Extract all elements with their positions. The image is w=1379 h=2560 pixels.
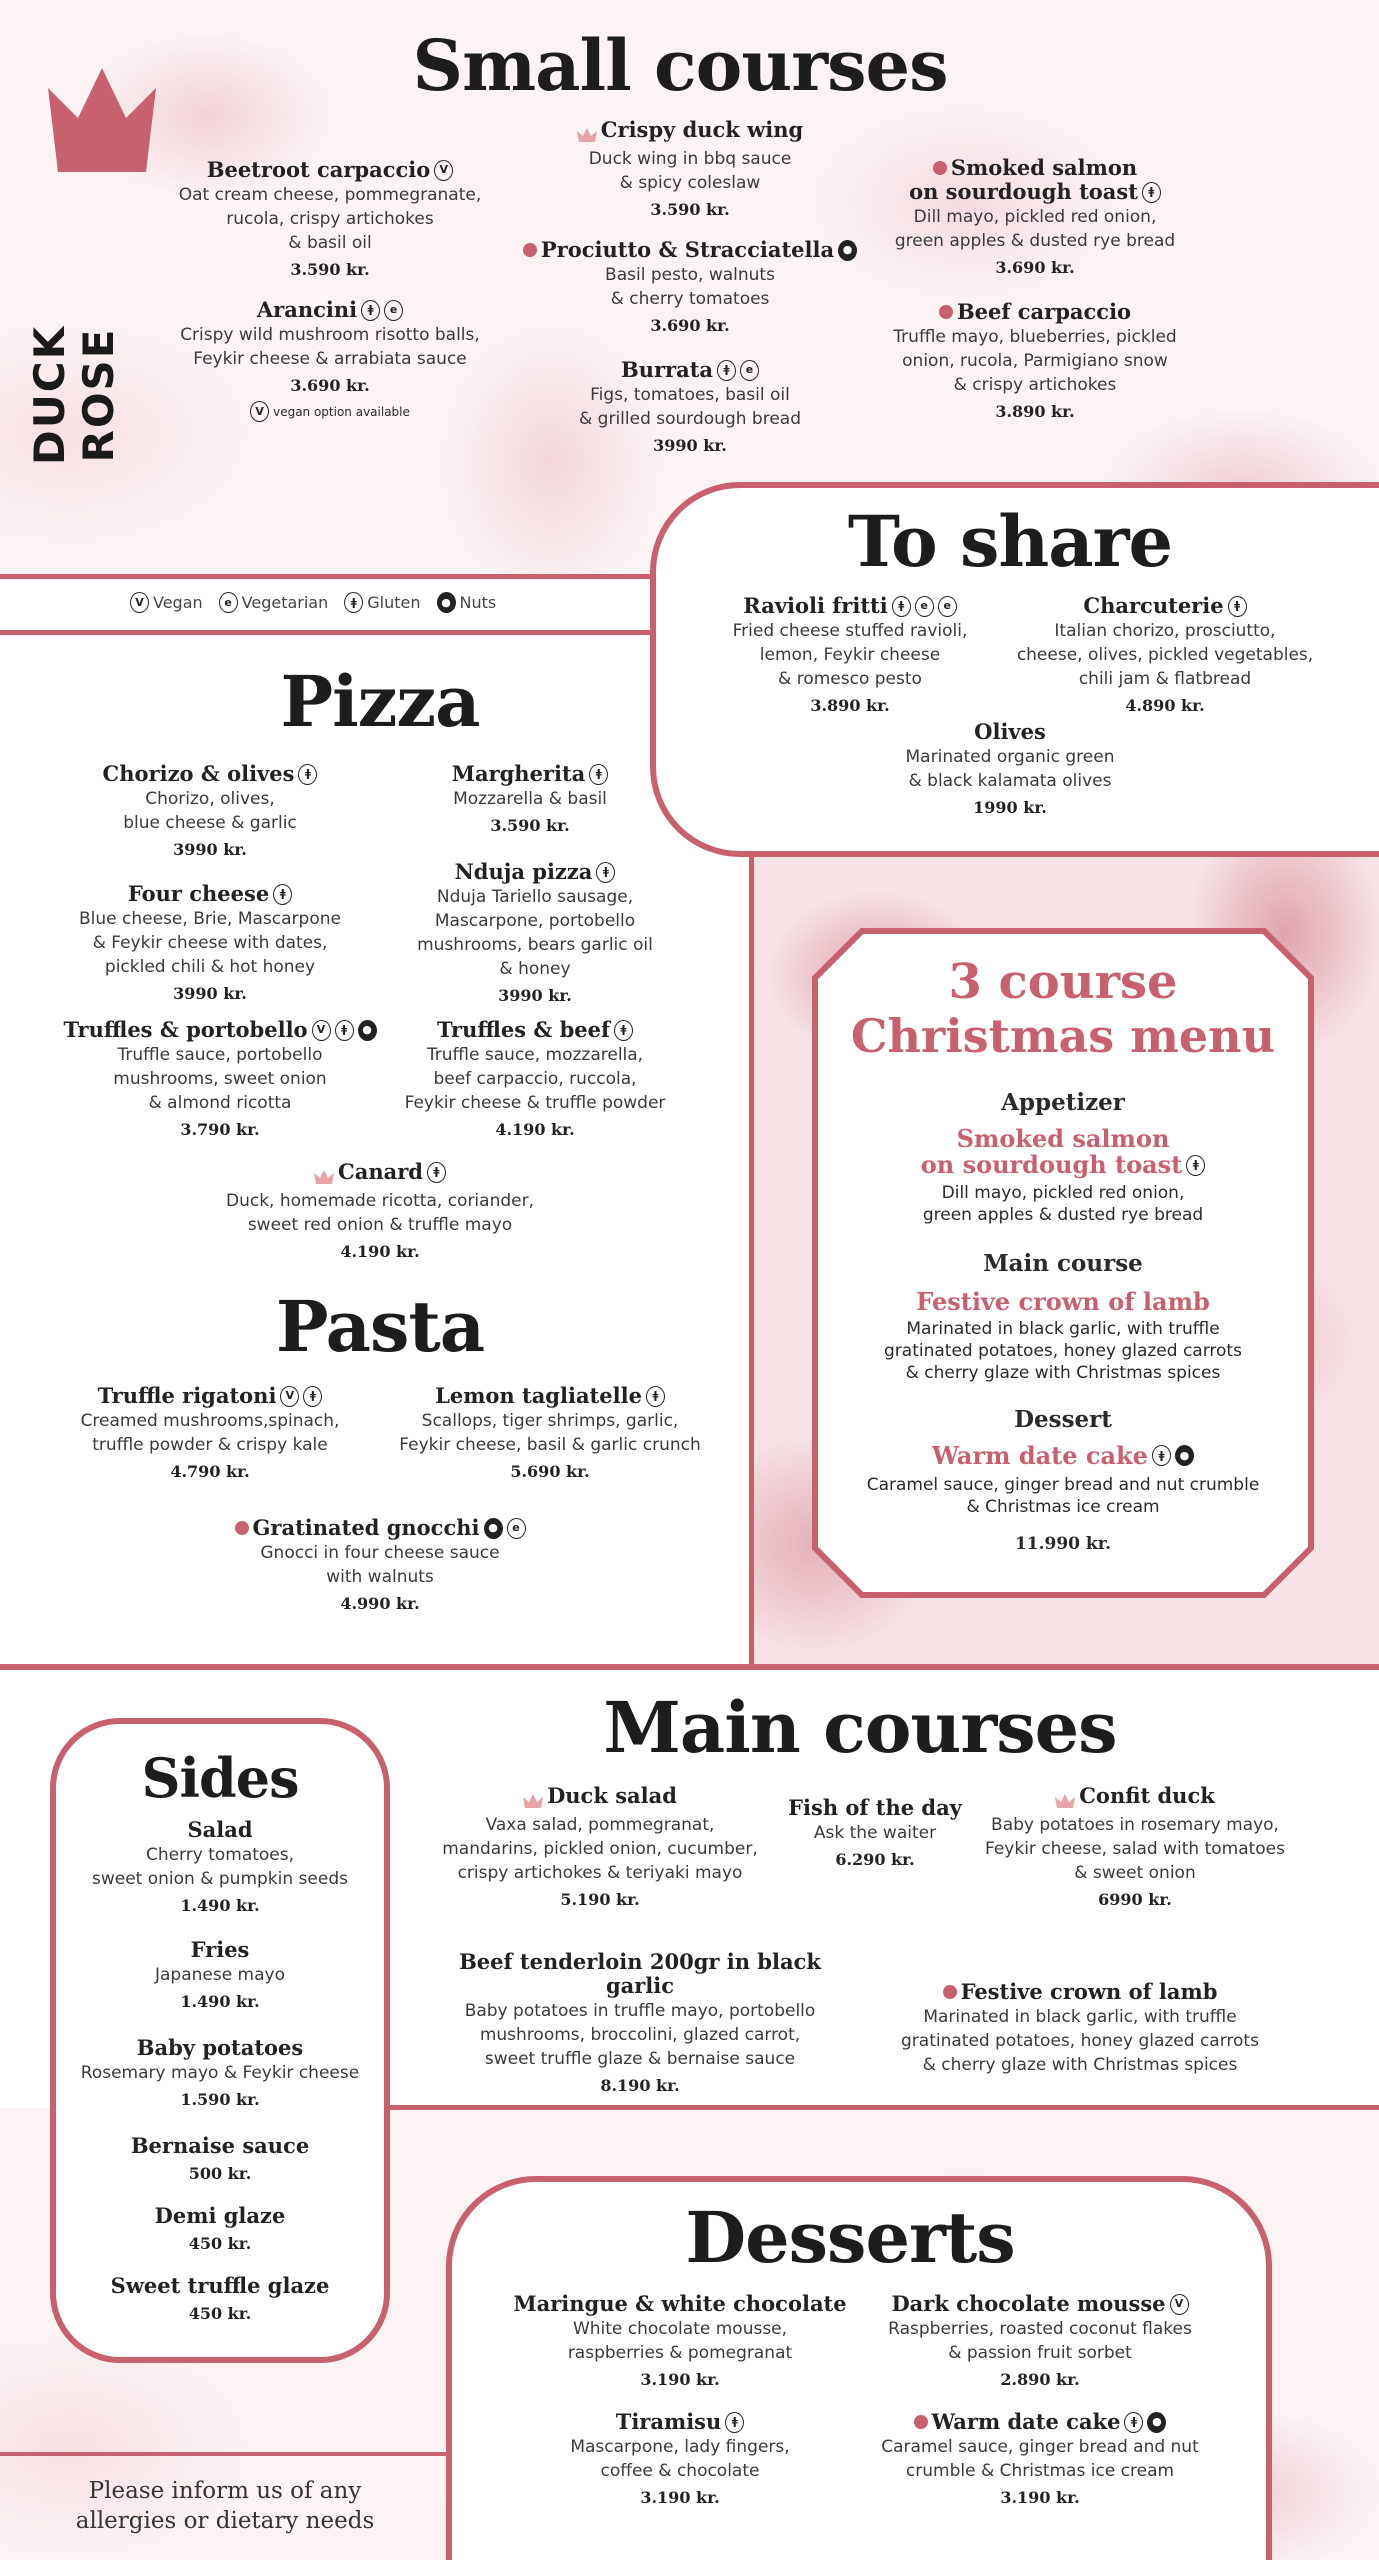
nuts-icon: ● [437, 592, 456, 613]
vegetarian-icon: e [507, 1518, 526, 1539]
divider-legend-bottom [0, 630, 752, 635]
gluten-icon: ǂ [725, 2412, 744, 2433]
divider-main-bottom [390, 2105, 1379, 2110]
vegetarian-icon: e [938, 596, 957, 617]
gluten-icon: ǂ [1124, 2412, 1143, 2433]
christmas-special-icon [943, 1985, 957, 1999]
crown-logo-icon [48, 68, 156, 172]
gluten-icon: ǂ [614, 1020, 633, 1041]
menu-item: Warm date cake ǂ ● Caramel sauce, ginger bread and nut crumble & Christmas ice cream 3.190 kr. [881, 2409, 1199, 2508]
christmas-price: 11.990 kr. [1014, 1534, 1112, 1554]
gluten-icon: ǂ [646, 1386, 665, 1407]
menu-item: Tiramisu ǂ Mascarpone, lady fingers, coffee & chocolate 3.190 kr. [570, 2409, 790, 2508]
gluten-icon: ǂ [596, 862, 615, 883]
gluten-icon: ǂ [1142, 182, 1161, 203]
dessert-name: Warm date cake [932, 1441, 1148, 1470]
divider-vertical-mid [749, 852, 754, 1667]
menu-item: Gratinated gnocchi ● e Gnocci in four cheese sauce with walnuts 4.990 kr. [200, 1516, 560, 1613]
duck-crown-icon [1055, 1789, 1075, 1803]
christmas-special-icon [914, 2415, 928, 2429]
vegan-icon: V [280, 1386, 299, 1407]
menu-item: Arancini ǂ e Crispy wild mushroom risotto balls, Feykir cheese & arrabiata sauce 3.690 kr. V vegan option available [160, 298, 500, 422]
nuts-icon: ● [838, 240, 857, 261]
menu-item: Ravioli fritti ǂ e e Fried cheese stuffed ravioli, lemon, Feykir cheese & romesco pesto 3.890 kr. [732, 593, 968, 716]
menu-item: Margherita ǂ Mozzarella & basil 3.590 kr. [451, 761, 607, 836]
menu-item: Duck salad Vaxa salad, pommegranat, mandarins, pickled onion, cucumber, crispy artichokes & teriyaki mayo 5.190 kr. [442, 1783, 758, 1910]
christmas-title-2: Christmas menu [850, 1009, 1276, 1063]
pasta-title: Pasta [275, 1285, 485, 1368]
gluten-icon: ǂ [892, 596, 911, 617]
vegetarian-icon: e [219, 592, 238, 613]
gluten-icon: ǂ [273, 884, 292, 905]
appetizer-name: Smoked salmon [956, 1124, 1170, 1153]
main-course-name: Festive crown of lamb [916, 1287, 1210, 1316]
main-course-label: Main course [983, 1250, 1143, 1277]
side-item: Bernaise sauce 500 kr. [130, 2133, 310, 2184]
nuts-icon: ● [1147, 2412, 1166, 2433]
divider-legend-top [0, 574, 660, 579]
menu-item: Truffle rigatoni V ǂ Creamed mushrooms,spinach, truffle powder & crispy kale 4.790 kr. [80, 1383, 340, 1482]
menu-item: Fish of the day Ask the waiter 6.290 kr. [788, 1795, 962, 1870]
vegetarian-icon: e [740, 360, 759, 381]
side-item: Sweet truffle glaze 450 kr. [110, 2273, 330, 2324]
allergen-legend: V Vegan e Vegetarian ǂ Gluten ● Nuts [130, 592, 570, 613]
menu-item: Beetroot carpaccio V Oat cream cheese, pommegranate, rucola, crispy artichokes & basil oil 3.590 kr. [160, 158, 500, 279]
divider-footer [0, 2452, 450, 2456]
gluten-icon: ǂ [303, 1386, 322, 1407]
side-item: Baby potatoes Rosemary mayo & Feykir cheese 1.590 kr. [80, 2035, 360, 2110]
christmas-menu: 3 course Christmas menu Appetizer Smoked salmon on sourdough toast ǂ Dill mayo, pickled red onion, green apples & dusted rye bread Main course Festive crown of lamb Marinated in black garlic, with truffle gratinated potatoes, honey glazed carrots & cherry glaze with Christmas spices Dessert Warm date cake ǂ ● Caramel sauce, ginger bread and nut crumble & Christmas ice cream 11.990 kr. [840, 955, 1286, 1554]
duck-crown-icon [314, 1165, 334, 1179]
item-name: Beetroot carpaccio [206, 157, 431, 182]
menu-item: Festive crown of lamb Marinated in black garlic, with truffle gratinated potatoes, honey glazed carrots & cherry glaze with Christmas spices [901, 1979, 1259, 2076]
vegan-icon: V [434, 160, 453, 181]
main-courses-title: Main courses [603, 1686, 1117, 1769]
menu-item: Crispy duck wing Duck wing in bbq sauce & spicy coleslaw 3.590 kr. [520, 118, 860, 219]
desserts-title: Desserts [685, 2196, 1015, 2279]
gluten-icon: ǂ [589, 764, 608, 785]
nuts-icon: ● [358, 1020, 377, 1041]
christmas-special-icon [933, 161, 947, 175]
menu-item: Nduja pizza ǂ Nduja Tariello sausage, Mascarpone, portobello mushrooms, bears garlic oil & honey 3990 kr. [417, 859, 653, 1006]
menu-item: Chorizo & olives ǂ Chorizo, olives, blue cheese & garlic 3990 kr. [60, 762, 360, 859]
vegan-icon: V [250, 401, 269, 422]
vegan-option-note: vegan option available [273, 404, 410, 419]
vegetarian-icon: e [915, 596, 934, 617]
brand-logo-text: DUCK ROSE [25, 324, 123, 466]
menu-item: Maringue & white chocolate White chocolate mousse, raspberries & pomegranat 3.190 kr. [513, 2291, 847, 2390]
christmas-title-1: 3 course [948, 954, 1178, 1010]
appetizer-label: Appetizer [1001, 1089, 1125, 1116]
nuts-icon: ● [484, 1518, 503, 1539]
gluten-icon: ǂ [1186, 1155, 1205, 1176]
menu-item: Olives Marinated organic green & black kalamata olives 1990 kr. [905, 719, 1115, 818]
menu-item: Truffles & beef ǂ Truffle sauce, mozzarella, beef carpaccio, ruccola, Feykir cheese & truffle powder 4.190 kr. [404, 1017, 666, 1140]
side-item: Demi glaze 450 kr. [154, 2203, 286, 2254]
small-courses-title: Small courses [412, 24, 948, 107]
gluten-icon: ǂ [427, 1162, 446, 1183]
pizza-title: Pizza [280, 660, 480, 743]
dessert-label: Dessert [1014, 1406, 1112, 1433]
vegetarian-icon: e [384, 300, 403, 321]
gluten-icon: ǂ [344, 592, 363, 613]
christmas-special-icon [939, 305, 953, 319]
gluten-icon: ǂ [335, 1020, 354, 1041]
nuts-icon: ● [1175, 1445, 1194, 1466]
menu-item: Confit duck Baby potatoes in rosemary mayo, Feykir cheese, salad with tomatoes & sweet onion 6990 kr. [985, 1783, 1285, 1910]
menu-item: Charcuterie ǂ Italian chorizo, prosciutto, cheese, olives, pickled vegetables, chili jam & flatbread 4.890 kr. [1016, 593, 1314, 716]
menu-item: Canard ǂ Duck, homemade ricotta, coriander, sweet red onion & truffle mayo 4.190 kr. [225, 1159, 534, 1262]
menu-item: Truffles & portobello V ǂ ● Truffle sauce, portobello mushrooms, sweet onion & almond ricotta 3.790 kr. [50, 1018, 390, 1139]
sides-title: Sides [141, 1746, 299, 1810]
menu-item: Beef carpaccio Truffle mayo, blueberries, pickled onion, rucola, Parmigiano snow & crispy artichokes 3.890 kr. [893, 299, 1177, 422]
menu-item: Four cheese ǂ Blue cheese, Brie, Mascarpone & Feykir cheese with dates, pickled chili & hot honey 3990 kr. [79, 881, 341, 1004]
gluten-icon: ǂ [1228, 596, 1247, 617]
vegan-icon: V [130, 592, 149, 613]
divider-main-top [0, 1664, 1379, 1670]
menu-item: Lemon tagliatelle ǂ Scallops, tiger shrimps, garlic, Feykir cheese, basil & garlic crunch 5.690 kr. [399, 1383, 701, 1482]
menu-item: Dark chocolate mousse V Raspberries, roasted coconut flakes & passion fruit sorbet 2.890 kr. [888, 2291, 1192, 2390]
gluten-icon: ǂ [361, 300, 380, 321]
menu-item: Burrata ǂ e Figs, tomatoes, basil oil & grilled sourdough bread 3990 kr. [579, 357, 801, 456]
menu-item: Smoked salmon on sourdough toast ǂ Dill mayo, pickled red onion, green apples & dusted rye bread 3.690 kr. [894, 155, 1176, 278]
allergy-notice: Please inform us of any allergies or dietary needs [75, 2478, 375, 2534]
vegan-icon: V [312, 1020, 331, 1041]
to-share-title: To share [847, 500, 1173, 583]
side-item: Fries Japanese mayo 1.490 kr. [154, 1937, 286, 2012]
christmas-special-icon [235, 1521, 249, 1535]
christmas-special-icon [523, 243, 537, 257]
side-item: Salad Cherry tomatoes, sweet onion & pumpkin seeds 1.490 kr. [92, 1817, 348, 1916]
menu-item: Prociutto & Stracciatella ● Basil pesto, walnuts & cherry tomatoes 3.690 kr. [500, 238, 880, 335]
gluten-icon: ǂ [1152, 1445, 1171, 1466]
gluten-icon: ǂ [298, 764, 317, 785]
vegan-icon: V [1170, 2294, 1189, 2315]
item-price: 3.590 kr. [290, 260, 370, 280]
duck-crown-icon [523, 1789, 543, 1803]
duck-crown-icon [577, 123, 597, 137]
menu-item: Beef tenderloin 200gr in black garlic Baby potatoes in truffle mayo, portobello mushrooms, broccolini, glazed carrot, sweet truffle glaze & bernaise sauce 8.190 kr. [459, 1949, 821, 2096]
gluten-icon: ǂ [717, 360, 736, 381]
